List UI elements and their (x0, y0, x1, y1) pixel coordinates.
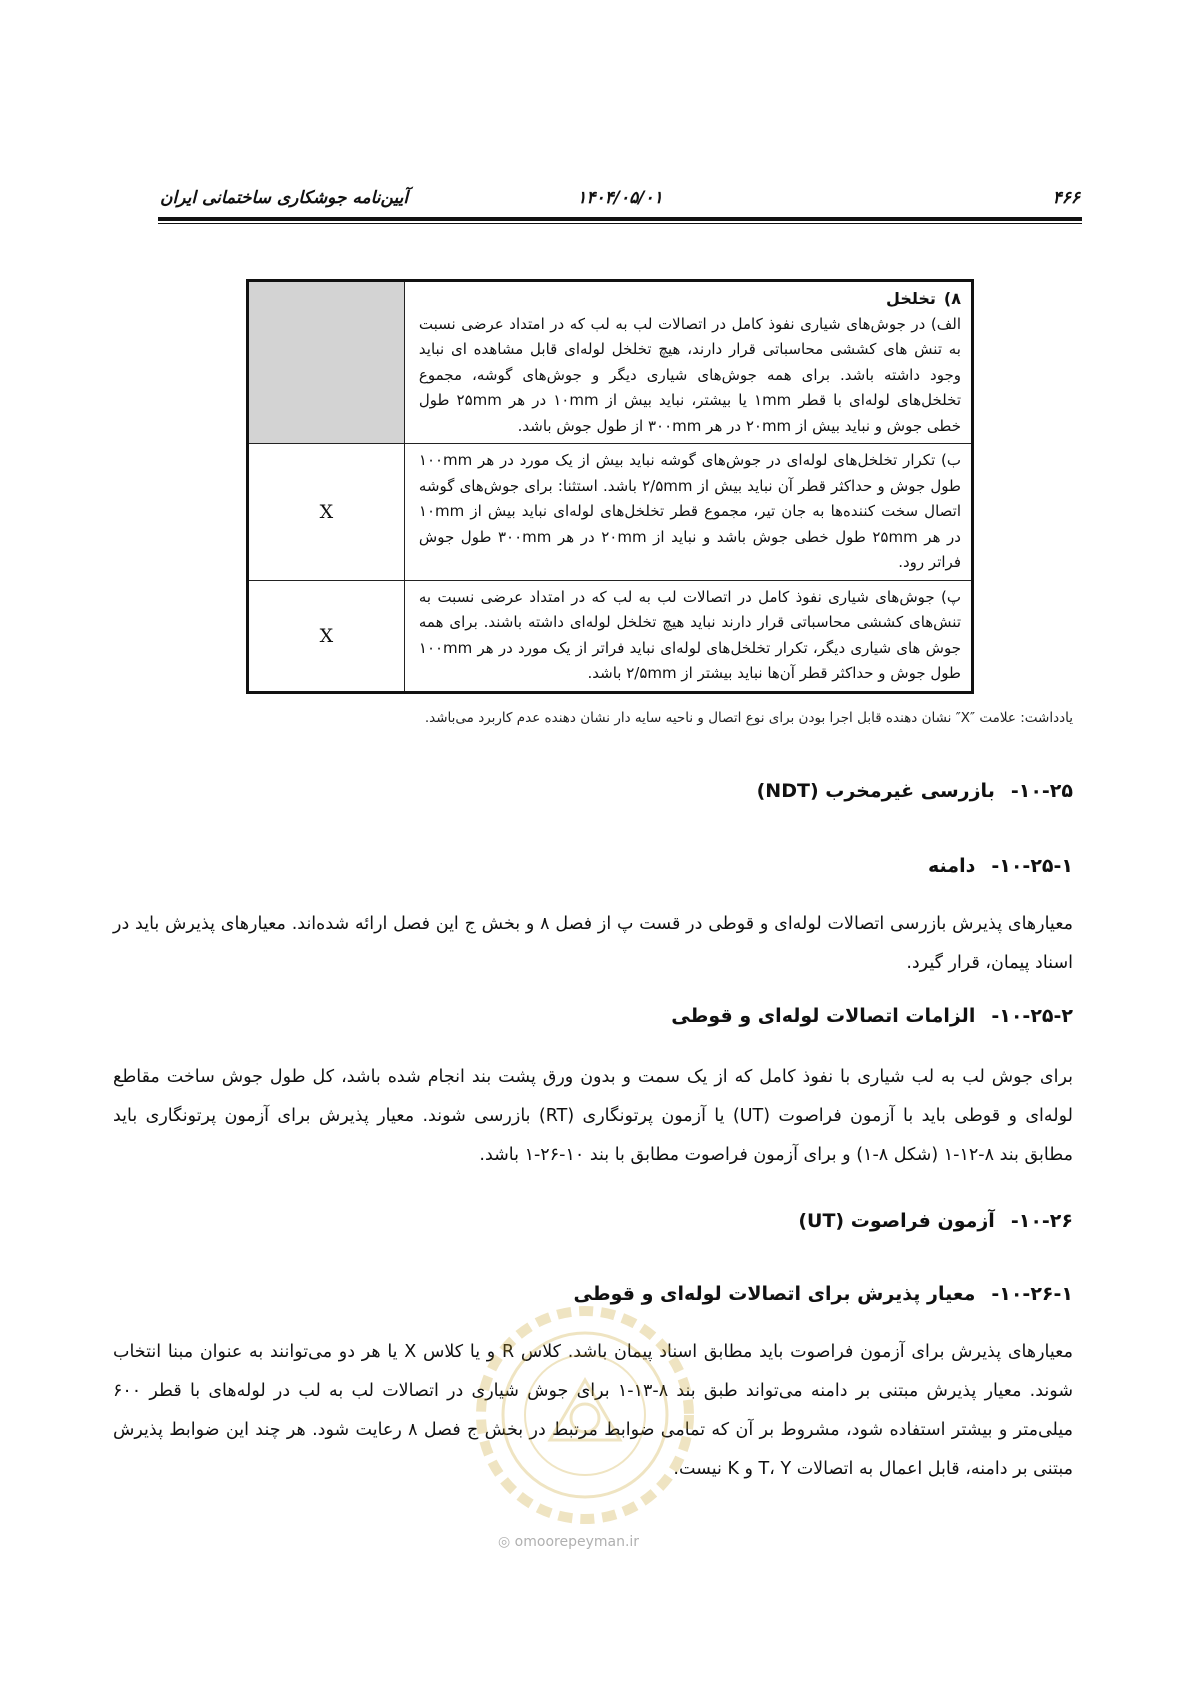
row-text: ب) تکرار تخلخل‌های لوله‌ای در جوش‌های گوشه نباید بیش از یک مورد در هر ۱۰۰mm طول جوش و حداکثر قطر آن نباید بیش از ۲/۵mm باشد. استثنا: برای جوش‌های گوشه اتصال سخت کننده‌ها به جان تیر، مجموع قطر تخلخل‌های لوله‌ای نباید بیش از ۱۰mm در هر ۲۵mm طول خطی جوش باشد و نباید از ۲۰mm در هر ۳۰۰mm طول جوش فراتر رود. (418, 451, 961, 571)
table-section-heading (419, 286, 961, 312)
table-cell-text (404, 281, 972, 444)
section-number: ۱۰-۲۵-۱- (991, 855, 1073, 877)
watermark-site-text: omoorepeyman.ir (514, 1534, 640, 1550)
porosity-table (246, 279, 974, 694)
table-row (248, 444, 973, 581)
section-title: بازرسی غیرمخرب (NDT) (756, 780, 995, 802)
watermark-seal-icon (470, 1300, 700, 1530)
page-header (160, 188, 1080, 216)
section-number: ۱۰-۲۶- (1010, 1210, 1073, 1232)
shaded-cell (248, 281, 405, 444)
table-section-title: تخلخل (886, 289, 936, 308)
section-heading-scope (928, 855, 1073, 877)
table-row (248, 281, 973, 444)
row-text: الف) در جوش‌های شیاری نفوذ کامل در اتصالات لب به لب که در امتداد عرضی نسبت به تنش های کششی محاسباتی قرار دارند، هیچ تخلخل لوله‌ای قابل مشاهده ای نباید وجود داشته باشد. برای همه جوش‌های شیاری دیگر و جوش‌های گوشه، مجموع تخلخل‌های لوله‌ای با قطر ۱mm یا بیشتر، نباید بیش از ۱۰mm در هر ۲۵mm طول خطی جوش و نباید بیش از ۲۰mm در هر ۳۰۰mm از طول جوش باشد. (418, 314, 961, 435)
section-heading-ut (798, 1210, 1073, 1232)
paragraph-scope: معیارهای پذیرش بازرسی اتصالات لوله‌ای و قوطی در قست پ از فصل ۸ و بخش ج این فصل ارائه شده‌اند. معیارهای پذیرش باید در اسناد پیمان، قرار گیرد. (113, 914, 1074, 973)
header-rule-thin (158, 223, 1082, 224)
watermark-logo-icon: ◎ (498, 1534, 511, 1550)
paragraph-ut-acceptance: معیارهای پذیرش برای آزمون فراصوت باید مطابق اسناد پیمان باشد. کلاس R و یا کلاس X یا هر دو می‌توانند به عنوان مبنا انتخاب شوند. معیار پذیرش مبتنی بر دامنه می‌تواند طبق بند ۸-۱۳-۱ برای جوش شیاری در اتصالات لب به لب در لوله‌های با قطر ۶۰۰ میلی‌متر و بیشتر استفاده شود، مشروط بر آن که تمامی ضوابط مرتبط در بخش ج فصل ۸ رعایت شود. هر چند این ضوابط پذیرش مبتنی بر دامنه، قابل اعمال به اتصالات T، Y و K نیست. (113, 1342, 1073, 1479)
section-number: ۱۰-۲۵- (1010, 780, 1073, 802)
section-heading-tubular-requirements (671, 1005, 1073, 1027)
applicability-mark: X (248, 580, 405, 692)
section-number: ۱۰-۲۵-۲- (991, 1005, 1073, 1027)
section-heading-ndt (757, 780, 1073, 802)
section-title: آزمون فراصوت (UT) (798, 1210, 995, 1232)
table-note: یادداشت: علامت ″X″ نشان دهنده قابل اجرا بودن برای نوع اتصال و ناحیه سایه دار نشان دهنده عدم کاربرد می‌باشد. (424, 710, 1073, 726)
table-cell-text (404, 580, 972, 692)
section-title: معیار پذیرش برای اتصالات لوله‌ای و قوطی (573, 1283, 976, 1305)
table-section-number: ۸) (943, 289, 961, 308)
paragraph-tubular-requirements: برای جوش لب به لب شیاری با نفوذ کامل که از یک سمت و بدون ورق پشت بند انجام شده باشد، کل طول جوش ساخت مقاطع لوله‌ای و قوطی باید با آزمون فراصوت (UT) یا آزمون پرتونگاری (RT) بازرسی شوند. معیار پذیرش برای آزمون پرتونگاری باید مطابق بند ۸-۱۲-۱ (شکل ۸-۱) و برای آزمون فراصوت مطابق با بند ۱۰-۲۶-۱ باشد. (113, 1067, 1074, 1165)
table-row (248, 580, 973, 692)
page-number: ۴۶۶ (1052, 188, 1080, 208)
row-text: پ) جوش‌های شیاری نفوذ کامل در اتصالات لب به لب که در امتداد عرضی نسبت به تنش‌های کششی محاسباتی قرار دارند نباید هیچ تخلخل لوله‌ای داشته باشند. برای همه جوش های شیاری دیگر، تکرار تخلخل‌های لوله‌ای نباید فراتر از یک مورد در هر ۱۰۰mm طول جوش و حداکثر قطر آن‌ها نباید بیشتر از ۲/۵mm باشد. (418, 587, 961, 682)
section-title: دامنه (928, 855, 976, 877)
applicability-mark: X (248, 444, 405, 581)
header-title: آیین‌نامه جوشکاری ساختمانی ایران (160, 188, 409, 208)
section-number: ۱۰-۲۶-۱- (991, 1283, 1073, 1305)
watermark-site (498, 1534, 639, 1550)
section-title: الزامات اتصالات لوله‌ای و قوطی (671, 1005, 976, 1027)
table-cell-text (404, 444, 972, 581)
header-rule (158, 217, 1082, 221)
header-date: ۱۴۰۴/۰۵/۰۱ (577, 188, 663, 208)
